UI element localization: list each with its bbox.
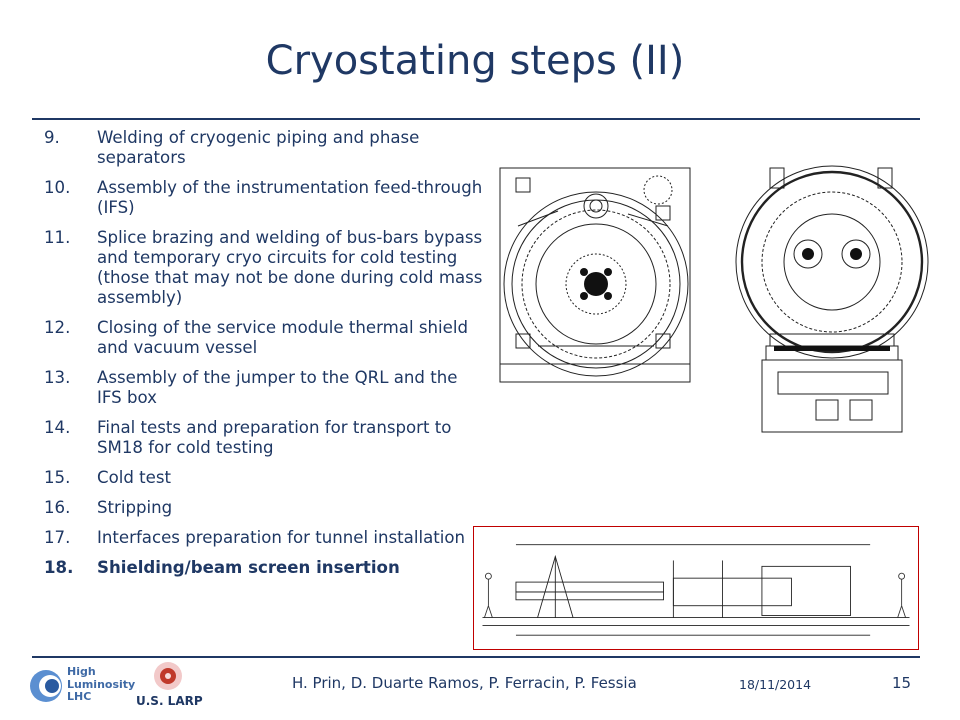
page-number: 15 — [892, 674, 912, 692]
us-larp-logo-text: U.S. LARP — [136, 694, 203, 708]
cryostating-steps-list — [44, 128, 484, 588]
item-number: 10. — [44, 178, 71, 197]
item-number: 18. — [44, 558, 74, 577]
cross-section-drawing-left — [498, 166, 698, 384]
item-number: 9. — [44, 128, 60, 147]
list-item — [44, 368, 484, 408]
list-item — [44, 498, 484, 518]
item-text: Final tests and preparation for transport to SM18 for cold testing — [97, 418, 452, 457]
slide-title: Cryostating steps (II) — [265, 38, 685, 84]
footer-authors: H. Prin, D. Duarte Ramos, P. Ferracin, P. Fessia — [292, 674, 637, 692]
item-text: Interfaces preparation for tunnel installation — [97, 528, 466, 547]
item-text: Cold test — [97, 468, 172, 487]
item-number: 11. — [44, 228, 71, 247]
item-number: 12. — [44, 318, 71, 337]
item-number: 14. — [44, 418, 71, 437]
item-number: 15. — [44, 468, 71, 487]
footer-divider — [32, 656, 920, 658]
list-item — [44, 528, 484, 548]
cross-section-drawing-right — [730, 162, 938, 434]
list-item — [44, 318, 484, 358]
item-text: Splice brazing and welding of bus-bars bypass and temporary cryo circuits for cold testing (those that may not be done during cold mass assembly) — [97, 228, 483, 307]
item-text: Welding of cryogenic piping and phase separators — [97, 128, 420, 167]
high-luminosity-lhc-logo-text: High Luminosity LHC — [67, 665, 136, 703]
item-number: 17. — [44, 528, 71, 547]
item-text: Stripping — [97, 498, 173, 517]
title-divider — [32, 118, 920, 120]
assembly-layout-drawing — [473, 526, 919, 650]
item-text: Assembly of the jumper to the QRL and the IFS box — [97, 368, 458, 407]
item-number: 16. — [44, 498, 71, 517]
list-item — [44, 228, 484, 308]
list-item — [44, 128, 484, 168]
item-text: Assembly of the instrumentation feed-through (IFS) — [97, 178, 483, 217]
list-item — [44, 418, 484, 458]
list-item-current — [44, 558, 484, 578]
item-text: Shielding/beam screen insertion — [97, 558, 400, 577]
item-text: Closing of the service module thermal shield and vacuum vessel — [97, 318, 468, 357]
list-item — [44, 178, 484, 218]
item-number: 13. — [44, 368, 71, 387]
footer-date: 18/11/2014 — [739, 677, 812, 692]
list-item — [44, 468, 484, 488]
